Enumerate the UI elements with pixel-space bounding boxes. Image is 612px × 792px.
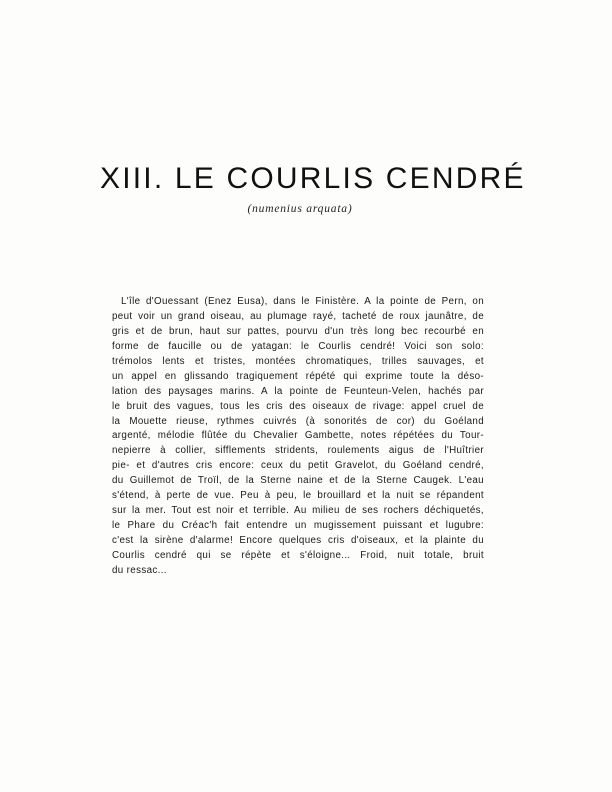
body-line: L'île d'Ouessant (Enez Eusa), dans le Finistère. A la pointe de Pern, on <box>121 296 484 307</box>
body-line: trémolos lents et tristes, montées chromatiques, trilles sauvages, et <box>112 355 484 367</box>
body-line: lation des paysages marins. A la pointe de Feunteun-Velen, hachés par <box>112 385 484 397</box>
body-line: la Mouette rieuse, rythmes cuivrés (à sonorités de cor) du Goéland <box>112 415 484 427</box>
chapter-title: XIII. LE COURLIS CENDRÉ <box>100 162 526 195</box>
body-line: sur la mer. Tout est noir et terrible. Au milieu de ses rochers déchiquetés, <box>112 505 484 517</box>
body-line: s'étend, à perte de vue. Peu à peu, le brouillard et la nuit se répandent <box>112 490 484 502</box>
latin-name-subtitle: (numenius arquata) <box>247 203 353 215</box>
body-line: argenté, mélodie flûtée du Chevalier Gambette, notes répétées du Tour- <box>112 430 484 442</box>
body-line: nepierre à collier, sifflements stridents, roulements aigus de l'Huîtrier <box>112 445 484 457</box>
body-line: le bruit des vagues, tous les cris des oiseaux de rivage: appel cruel de <box>112 400 484 412</box>
body-line: peut voir un grand oiseau, au plumage rayé, tacheté de roux jaunâtre, de <box>112 310 484 322</box>
body-line: un appel en glissando tragiquement répété qui exprime toute la déso- <box>112 370 484 382</box>
body-line: forme de faucille ou de yatagan: le Courlis cendré! Voici son solo: <box>112 340 484 352</box>
body-line: du ressac... <box>112 564 167 576</box>
body-line: Courlis cendré qui se répète et s'éloigne... Froid, nuit totale, bruit <box>112 549 484 561</box>
body-line: du Guillemot de Troïl, de la Sterne naine et de la Sterne Caugek. L'eau <box>112 475 484 487</box>
body-line: c'est la sirène d'alarme! Encore quelques cris d'oiseaux, et la plainte du <box>112 535 484 546</box>
body-line: gris et de brun, haut sur pattes, pourvu d'un très long bec recourbé en <box>112 325 484 337</box>
body-line: le Phare du Créac'h fait entendre un mugissement puissant et lugubre: <box>112 520 484 532</box>
body-line: pie- et d'autres cris encore: ceux du petit Gravelot, du Goéland cendré, <box>112 460 484 472</box>
body-paragraph <box>112 295 484 579</box>
